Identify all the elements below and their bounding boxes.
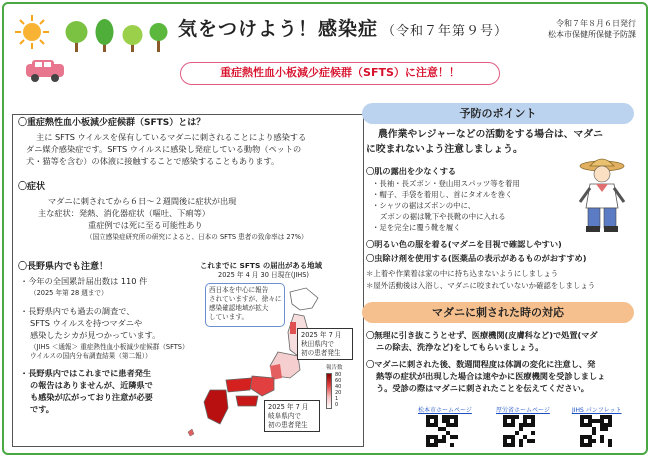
qr-link-jihs[interactable]: JIHS パンフレット	[572, 407, 622, 414]
section-prevention-header: 予防のポイント	[362, 103, 634, 124]
text-line: ・長野県内ではこれまでに患者発生	[20, 368, 152, 378]
prevention-subitem: ・足を完全に覆う靴を履く	[372, 223, 461, 232]
car-icon	[24, 58, 68, 84]
prevention-note: ＊屋外活動後は入浴し、マダニに咬まれていないか確認をしましょう	[366, 281, 596, 290]
prevention-item: 〇虫除け剤を使用する(医薬品の表示があるものがおすすめ)	[366, 253, 587, 263]
section-nagano-warning: 〇長野県内でも注意！	[18, 262, 109, 272]
qr-link-mhlw[interactable]: 厚労省ホームページ	[496, 407, 550, 414]
callout-akita: 2025 年 7 月 秋田県内で 初の患者発生	[297, 328, 353, 360]
text-line: SFTS ウイルスを持つマダニや	[30, 318, 143, 328]
callout-gifu: 2025 年 7 月 岐阜県内で 初の患者発生	[264, 400, 320, 432]
prevention-subitem: ズボンの裾は靴下や長靴の中に入れる	[380, 212, 506, 221]
text-line: 重症例では死に至る可能性あり	[88, 220, 203, 230]
section-what-is-sfts: 〇重症熱性血小板減少症候群（SFTS）とは？	[18, 118, 206, 128]
warning-banner: 重症熱性血小板減少症候群（SFTS）に注意！！	[180, 62, 500, 85]
section-response-header: マダニに刺された時の対応	[362, 302, 634, 323]
qr-code-jihs[interactable]	[580, 415, 612, 447]
farmer-illustration	[572, 152, 632, 234]
sun-icon	[14, 14, 50, 50]
text-line: ウイルスの国内分布調査結果（第二報））	[30, 352, 152, 360]
issuer: 松本市保健所保健予防課	[548, 30, 636, 39]
trees-icon	[58, 12, 168, 56]
prevention-note: ＊上着や作業着は家の中に持ち込まないようにしましょう	[366, 269, 559, 278]
section-symptoms: 〇症状	[18, 182, 46, 192]
prevention-subitem: ・シャツの裾はズボンの中に、	[372, 201, 476, 210]
text-line: も感染が広がっており注意が必要	[30, 392, 153, 402]
text-line: ・今年の全国累計届出数は 110 件	[20, 276, 148, 286]
text-line: ダニ媒介感染症です。SFTS ウイルスに感染し発症している動物（ペットの	[26, 144, 302, 154]
map-title: これまでに SFTS の届出がある地域	[200, 261, 322, 270]
publication-date: 令和７年８月６日発行	[556, 19, 636, 28]
text-line: の報告はありませんが、近隣県で	[30, 380, 153, 390]
text-line: 感染したシカが見つかっています。	[30, 330, 161, 340]
text-line: （JIHS ＜通報＞ 重症熱性血小板減少症候群（SFTS）	[30, 343, 189, 351]
response-item: う。受診の際はマダニに刺されたことを伝えてください。	[376, 383, 589, 393]
prevention-item: 〇明るい色の服を着る(マダニを目視で確認しやすい)	[366, 239, 562, 249]
issue-number: （令和７年第９号）	[382, 24, 509, 39]
text-line: 主な症状：発熱、消化器症状（嘔吐、下痢等）	[38, 208, 210, 218]
text-line: 主に SFTS ウイルスを保有しているマダニに刺されることにより感染する	[36, 132, 307, 142]
response-item: 〇マダニに刺された後、数週間程度は体調の変化に注意し、発	[366, 359, 596, 369]
text-line: です。	[30, 404, 54, 414]
qr-code-matsumoto[interactable]	[426, 415, 458, 447]
map-subtitle: 2025 年 4 月 30 日現在(JIHS)	[218, 271, 309, 279]
prevention-subitem: ・長袖・長ズボン・登山用スパッツ等を着用	[372, 179, 520, 188]
text-line: （国立感染症研究所の研究によると、日本の SFTS 患者の致命率は 27%）	[86, 233, 308, 241]
text-line: （2025 年第 28 週まで）	[30, 289, 108, 297]
prevention-lead: 農作業やレジャーなどの活動をする場合は、マダニ	[378, 129, 603, 140]
response-item: 熱等の症状が出現した場合は速やかに医療機関を受診しましょ	[376, 371, 606, 381]
callout-west-japan: 西日本を中心に報告 されていますが、徐々に 感染確認地域が拡大 しています。	[205, 283, 285, 327]
text-line: ・長野県内でも過去の調査で、	[20, 306, 135, 316]
prevention-item: 〇肌の露出を少なくする	[366, 166, 457, 176]
text-line: マダニに刺されてから６日～２週間後に症状が出現	[48, 196, 237, 206]
prevention-lead: に咬まれないよう注意しましょう。	[366, 144, 523, 155]
prevention-subitem: ・帽子、手袋を着用し、首にタオルを巻く	[372, 190, 513, 199]
page-title: 気をつけよう！感染症 （令和７年第９号）	[178, 18, 509, 40]
qr-code-mhlw[interactable]	[503, 415, 535, 447]
qr-link-matsumoto[interactable]: 松本市ホームページ	[418, 407, 472, 414]
response-item: ニの除去、洗浄など)をしてもらいましょう。	[376, 342, 544, 352]
map-legend: 報告数 80 60 40 20 1 0	[326, 365, 343, 408]
response-item: 〇無理に引き抜こうとせず、医療機関(皮膚科など)で処置(マダ	[366, 330, 598, 340]
text-line: 犬・猫等を含む）の体液に接触することで感染することもあります。	[26, 156, 280, 166]
publication-info	[548, 18, 636, 40]
